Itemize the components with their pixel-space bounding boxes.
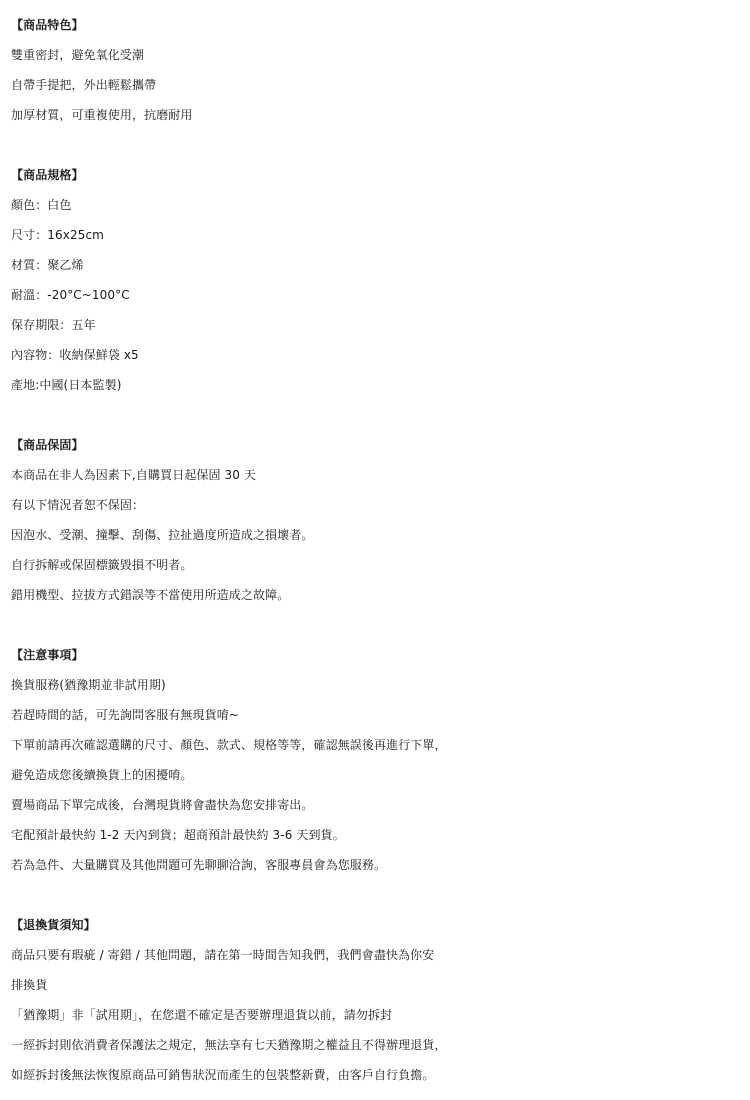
text-line: 有以下情況者恕不保固： [11,498,145,512]
text-line: 宅配預計最快約 1-2 天內到貨；超商預計最快約 3-6 天到貨。 [11,828,345,842]
section-specs [11,160,740,400]
text-line: 避免造成您後續換貨上的困擾唷。 [11,768,193,782]
text-line: 材質：聚乙烯 [11,258,84,272]
text-line: 尺寸：16x25cm [11,228,104,242]
section-heading: 【注意事項】 [11,648,84,662]
text-line: 顏色：白色 [11,198,72,212]
text-line: 內容物：收納保鮮袋 x5 [11,348,139,362]
text-line: 下單前請再次確認選購的尺寸、顏色、款式、規格等等，確認無誤後再進行下單， [11,738,447,752]
text-line: 排換貨 [11,978,48,992]
section-heading: 【商品特色】 [11,18,84,32]
text-line: 加厚材質，可重複使用，抗磨耐用 [11,108,193,122]
text-line: 一經拆封則依消費者保護法之規定，無法享有七天猶豫期之權益且不得辦理退貨， [11,1038,447,1052]
text-line: 自帶手提把，外出輕鬆攜帶 [11,78,157,92]
section-notes [11,640,740,880]
text-line: 換貨服務(猶豫期並非試用期) [11,678,166,692]
text-line: 錯用機型、拉拔方式錯誤等不當使用所造成之故障。 [11,588,290,602]
text-line: 自行拆解或保固標籤毀損不明者。 [11,558,193,572]
text-line: 賣場商品下單完成後，台灣現貨將會盡快為您安排寄出。 [11,798,314,812]
section-heading: 【商品規格】 [11,168,84,182]
text-line: 因泡水、受潮、撞擊、刮傷、拉扯過度所造成之損壞者。 [11,528,314,542]
text-line: 雙重密封，避免氧化受潮 [11,48,145,62]
text-line: 本商品在非人為因素下,自購買日起保固 30 天 [11,468,257,482]
section-returns [11,910,740,1090]
section-warranty [11,430,740,610]
text-line: 若趕時間的話，可先詢問客服有無現貨唷~ [11,708,239,722]
section-heading: 【商品保固】 [11,438,84,452]
text-line: 商品只要有瑕疵 / 寄錯 / 其他問題，請在第一時間告知我們，我們會盡快為你安 [11,948,435,962]
section-features [11,10,740,130]
text-line: 若為急件、大量購買及其他問題可先聊聊洽詢，客服專員會為您服務。 [11,858,387,872]
text-line: 保存期限：五年 [11,318,96,332]
text-line: 如經拆封後無法恢復原商品可銷售狀況而產生的包裝整新費，由客戶自行負擔。 [11,1068,435,1082]
section-heading: 【退換貨須知】 [11,918,96,932]
text-line: 耐溫：-20°C~100°C [11,288,130,302]
text-line: 「猶豫期」非「試用期」，在您還不確定是否要辦理退貨以前，請勿拆封 [11,1008,393,1022]
text-line: 產地:中國(日本監製) [11,378,122,392]
